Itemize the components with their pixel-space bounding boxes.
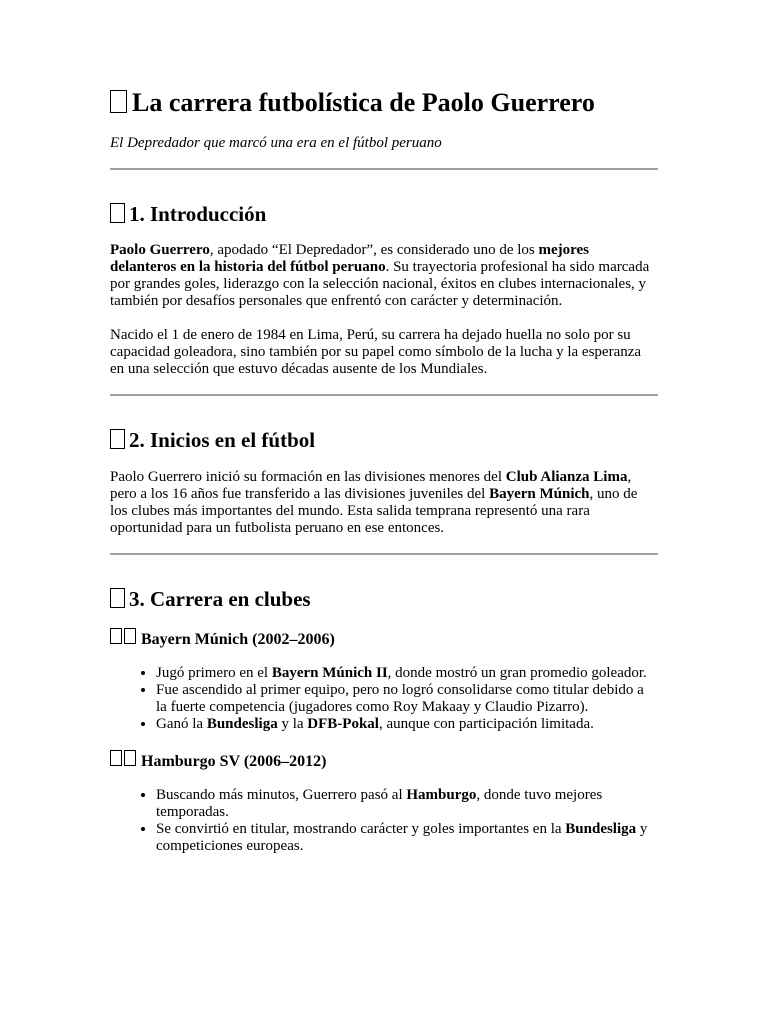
section-heading-text: 1. Introducción (129, 202, 267, 226)
section-heading-clubes (110, 585, 658, 613)
bold-text: mejores delanteros en la historia del fútbol peruano (110, 242, 590, 275)
bold-text: Bayern Múnich (489, 486, 590, 502)
subsection-heading-hamburgo (110, 750, 658, 772)
flag-icon (110, 750, 138, 766)
list-text: y la (277, 716, 308, 732)
bold-text: Hamburgo (406, 787, 477, 803)
document-body (110, 86, 658, 855)
section-heading-text: 3. Carrera en clubes (129, 587, 311, 611)
missing-flag-glyph-icon (124, 750, 136, 766)
intro-paragraph-1 (110, 242, 658, 310)
document-title (110, 86, 658, 120)
section-heading-inicios (110, 426, 658, 454)
flag-icon (110, 628, 138, 644)
paragraph-text: . Su trayectoria profesional ha sido marcada por grandes goles, liderazgo con la selección nacional, éxitos en clubes internacionales, y también por desafíos personales que enfrentó con carácter y determinación. (110, 259, 650, 309)
list-text: Buscando más minutos, Guerrero pasó al (156, 787, 407, 803)
section-heading-introduccion (110, 200, 658, 228)
hamburgo-list (110, 787, 658, 855)
list-text: Ganó la (156, 716, 207, 732)
bold-text: Bayern Múnich II (271, 665, 388, 681)
bold-text: Bundesliga (565, 821, 637, 837)
paragraph-text: , apodado “El Depredador”, es considerado uno de los (209, 242, 539, 258)
section-heading-text: 2. Inicios en el fútbol (129, 428, 316, 452)
list-text: y competiciones europeas. (156, 821, 648, 854)
missing-glyph-icon (110, 588, 125, 608)
missing-glyph-icon (110, 203, 125, 223)
document-title-text: La carrera futbolística de Paolo Guerrero (132, 88, 595, 117)
document-subtitle: El Depredador que marcó una era en el fútbol peruano (110, 135, 442, 151)
list-text: Jugó primero en el (156, 665, 272, 681)
subsection-heading-bayern (110, 628, 658, 650)
intro-paragraph-2: Nacido el 1 de enero de 1984 en Lima, Perú, su carrera ha dejado huella no solo por su capacidad goleadora, sino también por su papel como símbolo de la lucha y la esperanza en una selección que estuvo décadas ausente de los Mundiales. (110, 327, 642, 377)
paragraph-text: , uno de los clubes más importantes del mundo. Esta salida temprana representó una rara oportunidad para un futbolista peruano en ese entonces. (110, 486, 638, 536)
list-text: , donde mostró un gran promedio goleador. (387, 665, 647, 681)
bold-text: Paolo Guerrero (110, 242, 210, 258)
list-text: Se convirtió en titular, mostrando carácter y goles importantes en la (156, 821, 566, 837)
list-item (156, 821, 658, 855)
missing-flag-glyph-icon (110, 628, 122, 644)
missing-flag-glyph-icon (110, 750, 122, 766)
inicios-paragraph (110, 469, 658, 537)
paragraph-text: , pero a los 16 años fue transferido a las divisiones juveniles del (110, 469, 632, 502)
subsection-heading-text: Bayern Múnich (2002–2006) (141, 631, 335, 648)
missing-glyph-icon (110, 90, 127, 113)
list-item (156, 665, 658, 682)
bold-text: Club Alianza Lima (505, 469, 628, 485)
bold-text: Bundesliga (206, 716, 278, 732)
bold-text: DFB-Pokal (307, 716, 379, 732)
missing-glyph-icon (110, 429, 125, 449)
list-item (156, 716, 658, 733)
list-item (156, 682, 658, 716)
bayern-list (110, 665, 658, 733)
list-item (156, 787, 658, 821)
list-text: Fue ascendido al primer equipo, pero no logró consolidarse como titular debido a la fuerte competencia (jugadores como Roy Makaay y Claudio Pizarro). (156, 682, 644, 715)
paragraph-text: Paolo Guerrero inició su formación en las divisiones menores del (110, 469, 506, 485)
list-text: , donde tuvo mejores temporadas. (156, 787, 603, 820)
subsection-heading-text: Hamburgo SV (2006–2012) (141, 753, 327, 770)
missing-flag-glyph-icon (124, 628, 136, 644)
list-text: , aunque con participación limitada. (378, 716, 594, 732)
